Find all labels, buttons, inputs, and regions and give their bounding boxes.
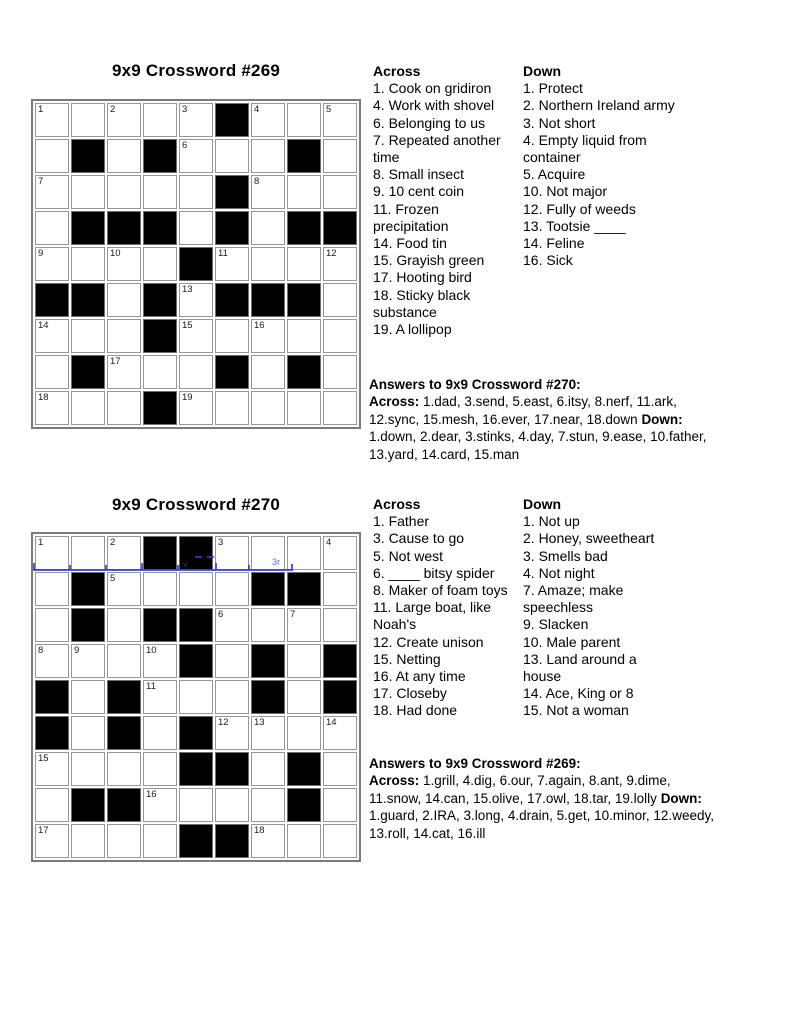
- cell-number: 7: [290, 609, 296, 620]
- cell-number: 19: [182, 392, 193, 403]
- clue-item: 7. Repeated another time: [373, 131, 501, 166]
- black-cell: [323, 680, 357, 714]
- white-cell[interactable]: [287, 391, 321, 425]
- white-cell[interactable]: [71, 103, 105, 137]
- white-cell[interactable]: [35, 211, 69, 245]
- white-cell[interactable]: [35, 247, 69, 281]
- clue-item: 9. 10 cent coin: [373, 183, 465, 200]
- answers-line: 13.yard, 14.card, 15.man: [369, 446, 520, 462]
- white-cell[interactable]: [251, 319, 285, 353]
- white-cell[interactable]: [215, 572, 249, 606]
- white-cell[interactable]: [35, 752, 69, 786]
- white-cell[interactable]: [107, 608, 141, 642]
- white-cell[interactable]: [143, 355, 177, 389]
- cell-number: 13: [254, 717, 265, 728]
- black-cell: [179, 536, 213, 570]
- black-cell: [143, 139, 177, 173]
- white-cell[interactable]: [35, 572, 69, 606]
- answers-line: 13.roll, 14.cat, 16.ill: [369, 825, 486, 841]
- black-cell: [287, 211, 321, 245]
- white-cell[interactable]: [287, 247, 321, 281]
- white-cell[interactable]: [323, 139, 357, 173]
- white-cell[interactable]: [143, 752, 177, 786]
- white-cell[interactable]: [323, 752, 357, 786]
- cell-number: 16: [146, 789, 157, 800]
- white-cell[interactable]: [143, 175, 177, 209]
- black-cell: [35, 283, 69, 317]
- black-cell: [251, 283, 285, 317]
- white-cell[interactable]: [179, 103, 213, 137]
- white-cell[interactable]: [179, 211, 213, 245]
- white-cell[interactable]: [251, 103, 285, 137]
- cell-number: 7: [38, 176, 44, 187]
- white-cell[interactable]: [143, 247, 177, 281]
- white-cell[interactable]: [179, 391, 213, 425]
- cell-number: 6: [182, 140, 188, 151]
- cell-number: 14: [326, 717, 337, 728]
- white-cell[interactable]: [107, 391, 141, 425]
- black-cell: [251, 644, 285, 678]
- black-cell: [71, 283, 105, 317]
- answers-line: 11.snow, 14.can, 15.olive, 17.owl, 18.tar, 19.lolly Down:: [369, 790, 702, 806]
- white-cell[interactable]: [215, 608, 249, 642]
- white-cell[interactable]: [287, 536, 321, 570]
- cell-number: 1: [38, 104, 44, 115]
- white-cell[interactable]: [71, 752, 105, 786]
- white-cell[interactable]: [107, 175, 141, 209]
- white-cell[interactable]: [251, 211, 285, 245]
- white-cell[interactable]: [215, 644, 249, 678]
- black-cell: [287, 572, 321, 606]
- cell-number: 1: [38, 537, 44, 548]
- clue-item: 17. Closeby: [373, 685, 447, 702]
- white-cell[interactable]: [107, 103, 141, 137]
- answers-to-269-block: [369, 755, 759, 842]
- white-cell[interactable]: [287, 680, 321, 714]
- white-cell[interactable]: [287, 608, 321, 642]
- cell-number: 4: [326, 537, 332, 548]
- black-cell: [35, 680, 69, 714]
- black-cell: [251, 572, 285, 606]
- white-cell[interactable]: [107, 572, 141, 606]
- answers-line: 1.guard, 2.IRA, 3.long, 4.drain, 5.get, 10.minor, 12.weedy,: [369, 808, 714, 824]
- clue-item: 13. Land around a house: [523, 650, 637, 685]
- ink-scribble-text: v: [183, 559, 188, 569]
- clue-item: 5. Not west: [373, 547, 444, 564]
- black-cell: [287, 752, 321, 786]
- white-cell[interactable]: [215, 247, 249, 281]
- white-cell[interactable]: [179, 139, 213, 173]
- white-cell[interactable]: [143, 103, 177, 137]
- clue-item: 1. Protect: [523, 80, 583, 97]
- clue-item: 1. Not up: [523, 513, 580, 530]
- puzzle-269-title: 9x9 Crossword #269: [111, 61, 281, 80]
- black-cell: [71, 211, 105, 245]
- clue-item: 16. At any time: [373, 668, 466, 685]
- black-cell: [35, 716, 69, 750]
- white-cell[interactable]: [35, 319, 69, 353]
- puzzle-269-grid: [31, 99, 361, 429]
- cell-number: 2: [110, 104, 116, 115]
- white-cell[interactable]: [143, 680, 177, 714]
- black-cell: [107, 211, 141, 245]
- puzzle-270-grid: [31, 532, 361, 862]
- white-cell[interactable]: [215, 391, 249, 425]
- white-cell[interactable]: [35, 608, 69, 642]
- white-cell[interactable]: [179, 319, 213, 353]
- clue-item: 17. Hooting bird: [373, 269, 472, 286]
- cell-number: 17: [38, 825, 49, 836]
- puzzle-270-title: 9x9 Crossword #270: [111, 495, 281, 514]
- black-cell: [179, 608, 213, 642]
- clue-item: 10. Male parent: [523, 633, 621, 650]
- cell-number: 8: [38, 645, 44, 656]
- white-cell[interactable]: [35, 536, 69, 570]
- cell-number: 3: [218, 537, 224, 548]
- cell-number: 4: [254, 104, 260, 115]
- white-cell[interactable]: [323, 103, 357, 137]
- clue-item: 14. Feline: [523, 235, 585, 252]
- clue-item: 14. Food tin: [373, 235, 447, 252]
- answers-line: Across: 1.grill, 4.dig, 6.our, 7.again, 8.ant, 9.dime,: [369, 773, 671, 789]
- white-cell[interactable]: [143, 824, 177, 858]
- black-cell: [179, 644, 213, 678]
- black-cell: [143, 391, 177, 425]
- cell-number: 11: [218, 248, 228, 259]
- cell-number: 12: [218, 717, 229, 728]
- black-cell: [143, 536, 177, 570]
- white-cell[interactable]: [179, 355, 213, 389]
- white-cell[interactable]: [323, 572, 357, 606]
- black-cell: [287, 139, 321, 173]
- white-cell[interactable]: [251, 391, 285, 425]
- black-cell: [287, 283, 321, 317]
- clue-item: 6. Belonging to us: [373, 114, 486, 131]
- answers-line: 1.down, 2.dear, 3.stinks, 4.day, 7.stun, 9.ease, 10.father,: [369, 429, 707, 445]
- across-heading: Across: [373, 63, 421, 79]
- black-cell: [215, 283, 249, 317]
- white-cell[interactable]: [107, 319, 141, 353]
- black-cell: [215, 824, 249, 858]
- white-cell[interactable]: [143, 716, 177, 750]
- clue-item: 15. Netting: [373, 650, 441, 667]
- white-cell[interactable]: [215, 788, 249, 822]
- white-cell[interactable]: [287, 319, 321, 353]
- cell-number: 14: [38, 320, 49, 331]
- white-cell[interactable]: [179, 283, 213, 317]
- black-cell: [71, 788, 105, 822]
- clue-item: 14. Ace, King or 8: [523, 685, 634, 702]
- black-cell: [143, 319, 177, 353]
- white-cell[interactable]: [107, 752, 141, 786]
- black-cell: [179, 752, 213, 786]
- white-cell[interactable]: [71, 824, 105, 858]
- white-cell[interactable]: [215, 536, 249, 570]
- black-cell: [323, 211, 357, 245]
- answers-to-270-title: Answers to 9x9 Crossword #270:: [369, 377, 581, 392]
- clue-item: 11. Frozen precipitation: [373, 200, 449, 234]
- white-cell[interactable]: [251, 788, 285, 822]
- puzzle-269-clues: [373, 63, 705, 338]
- clue-item: 15. Grayish green: [373, 252, 485, 269]
- white-cell[interactable]: [251, 247, 285, 281]
- cell-number: 18: [38, 392, 49, 403]
- white-cell[interactable]: [323, 824, 357, 858]
- white-cell[interactable]: [71, 391, 105, 425]
- clue-item: 2. Honey, sweetheart: [523, 530, 655, 547]
- answers-line: 12.sync, 15.mesh, 16.ever, 17.near, 18.down Down:: [369, 411, 683, 427]
- across-heading: Across: [373, 496, 421, 512]
- black-cell: [323, 644, 357, 678]
- clue-item: 3. Not short: [523, 114, 596, 131]
- white-cell[interactable]: [71, 319, 105, 353]
- white-cell[interactable]: [323, 608, 357, 642]
- down-heading: Down: [523, 63, 562, 79]
- white-cell[interactable]: [107, 247, 141, 281]
- answers-to-270-lines: [369, 393, 759, 463]
- white-cell[interactable]: [35, 391, 69, 425]
- cell-number: 5: [110, 573, 116, 584]
- white-cell[interactable]: [215, 139, 249, 173]
- black-cell: [215, 175, 249, 209]
- white-cell[interactable]: [323, 536, 357, 570]
- white-cell[interactable]: [251, 139, 285, 173]
- cell-number: 15: [38, 753, 49, 764]
- white-cell[interactable]: [35, 355, 69, 389]
- puzzle-269-down-column: [523, 63, 705, 338]
- ink-scribble-text: 3r: [272, 557, 281, 567]
- puzzle-270-down-column: [523, 496, 673, 720]
- black-cell: [179, 824, 213, 858]
- cell-number: 6: [218, 609, 224, 620]
- black-cell: [71, 608, 105, 642]
- clue-item: 8. Small insect: [373, 166, 465, 183]
- white-cell[interactable]: [35, 644, 69, 678]
- white-cell[interactable]: [35, 103, 69, 137]
- clue-item: 16. Sick: [523, 252, 573, 269]
- white-cell[interactable]: [323, 391, 357, 425]
- clue-item: 11. Large boat, like Noah's: [373, 599, 492, 633]
- clue-item: 13. Tootsie ____: [523, 217, 626, 234]
- black-cell: [107, 680, 141, 714]
- white-cell[interactable]: [251, 536, 285, 570]
- clue-item: 18. Sticky black substance: [373, 286, 471, 320]
- clue-item: 4. Not night: [523, 564, 595, 581]
- white-cell[interactable]: [251, 175, 285, 209]
- clue-item: 5. Acquire: [523, 166, 586, 183]
- white-cell[interactable]: [107, 824, 141, 858]
- puzzle-270-clues: [373, 496, 673, 720]
- black-cell: [251, 680, 285, 714]
- white-cell[interactable]: [251, 608, 285, 642]
- white-cell[interactable]: [251, 355, 285, 389]
- black-cell: [71, 355, 105, 389]
- clue-item: 9. Slacken: [523, 616, 589, 633]
- white-cell[interactable]: [287, 824, 321, 858]
- across-clue-list: [373, 513, 515, 719]
- black-cell: [143, 608, 177, 642]
- white-cell[interactable]: [323, 247, 357, 281]
- cell-number: 18: [254, 825, 265, 836]
- white-cell[interactable]: [215, 680, 249, 714]
- white-cell[interactable]: [179, 572, 213, 606]
- white-cell[interactable]: [215, 319, 249, 353]
- white-cell[interactable]: [323, 788, 357, 822]
- black-cell: [287, 788, 321, 822]
- down-clue-list: [523, 513, 673, 719]
- clue-item: 19. A lollipop: [373, 321, 452, 338]
- clue-item: 6. ____ bitsy spider: [373, 564, 495, 581]
- white-cell[interactable]: [143, 644, 177, 678]
- clue-item: 15. Not a woman: [523, 702, 629, 719]
- black-cell: [71, 139, 105, 173]
- cell-number: 16: [254, 320, 265, 331]
- clue-item: 4. Work with shovel: [373, 97, 495, 114]
- down-heading: Down: [523, 496, 562, 512]
- white-cell[interactable]: [107, 283, 141, 317]
- puzzle-269-across-column: [373, 63, 515, 338]
- black-cell: [215, 355, 249, 389]
- answers-to-270-block: [369, 376, 759, 463]
- answers-line: Across: 1.dad, 3.send, 5.east, 6.itsy, 8.nerf, 11.ark,: [369, 394, 677, 410]
- white-cell[interactable]: [179, 788, 213, 822]
- clue-item: 3. Cause to go: [373, 530, 465, 547]
- cell-number: 12: [326, 248, 337, 259]
- cell-number: 10: [146, 645, 157, 656]
- black-cell: [143, 283, 177, 317]
- puzzle-270-across-column: [373, 496, 515, 720]
- white-cell[interactable]: [287, 716, 321, 750]
- black-cell: [287, 355, 321, 389]
- cell-number: 5: [326, 104, 332, 115]
- white-cell[interactable]: [71, 247, 105, 281]
- white-cell[interactable]: [287, 644, 321, 678]
- across-clue-list: [373, 80, 515, 338]
- white-cell[interactable]: [71, 644, 105, 678]
- answers-to-269-title: Answers to 9x9 Crossword #269:: [369, 756, 581, 771]
- white-cell[interactable]: [107, 644, 141, 678]
- cell-number: 9: [38, 248, 44, 259]
- white-cell[interactable]: [287, 103, 321, 137]
- clue-item: 12. Create unison: [373, 633, 484, 650]
- clue-item: 2. Northern Ireland army: [523, 97, 675, 114]
- clue-item: 3. Smells bad: [523, 547, 608, 564]
- cell-number: 15: [182, 320, 193, 331]
- white-cell[interactable]: [323, 175, 357, 209]
- white-cell[interactable]: [179, 680, 213, 714]
- white-cell[interactable]: [71, 175, 105, 209]
- black-cell: [107, 716, 141, 750]
- white-cell[interactable]: [287, 175, 321, 209]
- white-cell[interactable]: [71, 680, 105, 714]
- black-cell: [215, 752, 249, 786]
- white-cell[interactable]: [35, 175, 69, 209]
- white-cell[interactable]: [35, 824, 69, 858]
- clue-item: 4. Empty liquid from container: [523, 131, 647, 166]
- black-cell: [143, 211, 177, 245]
- answers-to-269-lines: [369, 772, 759, 842]
- white-cell[interactable]: [215, 716, 249, 750]
- white-cell[interactable]: [251, 752, 285, 786]
- black-cell: [215, 211, 249, 245]
- black-cell: [215, 103, 249, 137]
- cell-number: 3: [182, 104, 188, 115]
- cell-number: 17: [110, 356, 121, 367]
- clue-item: 1. Cook on gridiron: [373, 80, 492, 97]
- clue-item: 10. Not major: [523, 183, 608, 200]
- white-cell[interactable]: [251, 716, 285, 750]
- clue-item: 12. Fully of weeds: [523, 200, 636, 217]
- white-cell[interactable]: [71, 716, 105, 750]
- black-cell: [179, 247, 213, 281]
- cell-number: 11: [146, 681, 156, 692]
- clue-item: 8. Maker of foam toys: [373, 582, 508, 599]
- white-cell[interactable]: [107, 355, 141, 389]
- white-cell[interactable]: [35, 788, 69, 822]
- cell-number: 8: [254, 176, 260, 187]
- black-cell: [179, 716, 213, 750]
- clue-item: 18. Had done: [373, 702, 458, 719]
- white-cell[interactable]: [107, 536, 141, 570]
- white-cell[interactable]: [323, 355, 357, 389]
- cell-number: 2: [110, 537, 116, 548]
- white-cell[interactable]: [323, 283, 357, 317]
- cell-number: 13: [182, 284, 193, 295]
- down-clue-list: [523, 80, 705, 269]
- white-cell[interactable]: [71, 536, 105, 570]
- white-cell[interactable]: [143, 788, 177, 822]
- white-cell[interactable]: [179, 175, 213, 209]
- white-cell[interactable]: [143, 572, 177, 606]
- black-cell: [71, 572, 105, 606]
- cell-number: 10: [110, 248, 121, 259]
- white-cell[interactable]: [323, 319, 357, 353]
- white-cell[interactable]: [107, 139, 141, 173]
- white-cell[interactable]: [35, 139, 69, 173]
- clue-item: 1. Father: [373, 513, 430, 530]
- cell-number: 9: [74, 645, 80, 656]
- black-cell: [107, 788, 141, 822]
- white-cell[interactable]: [323, 716, 357, 750]
- white-cell[interactable]: [251, 824, 285, 858]
- clue-item: 7. Amaze; make speechless: [523, 582, 624, 616]
